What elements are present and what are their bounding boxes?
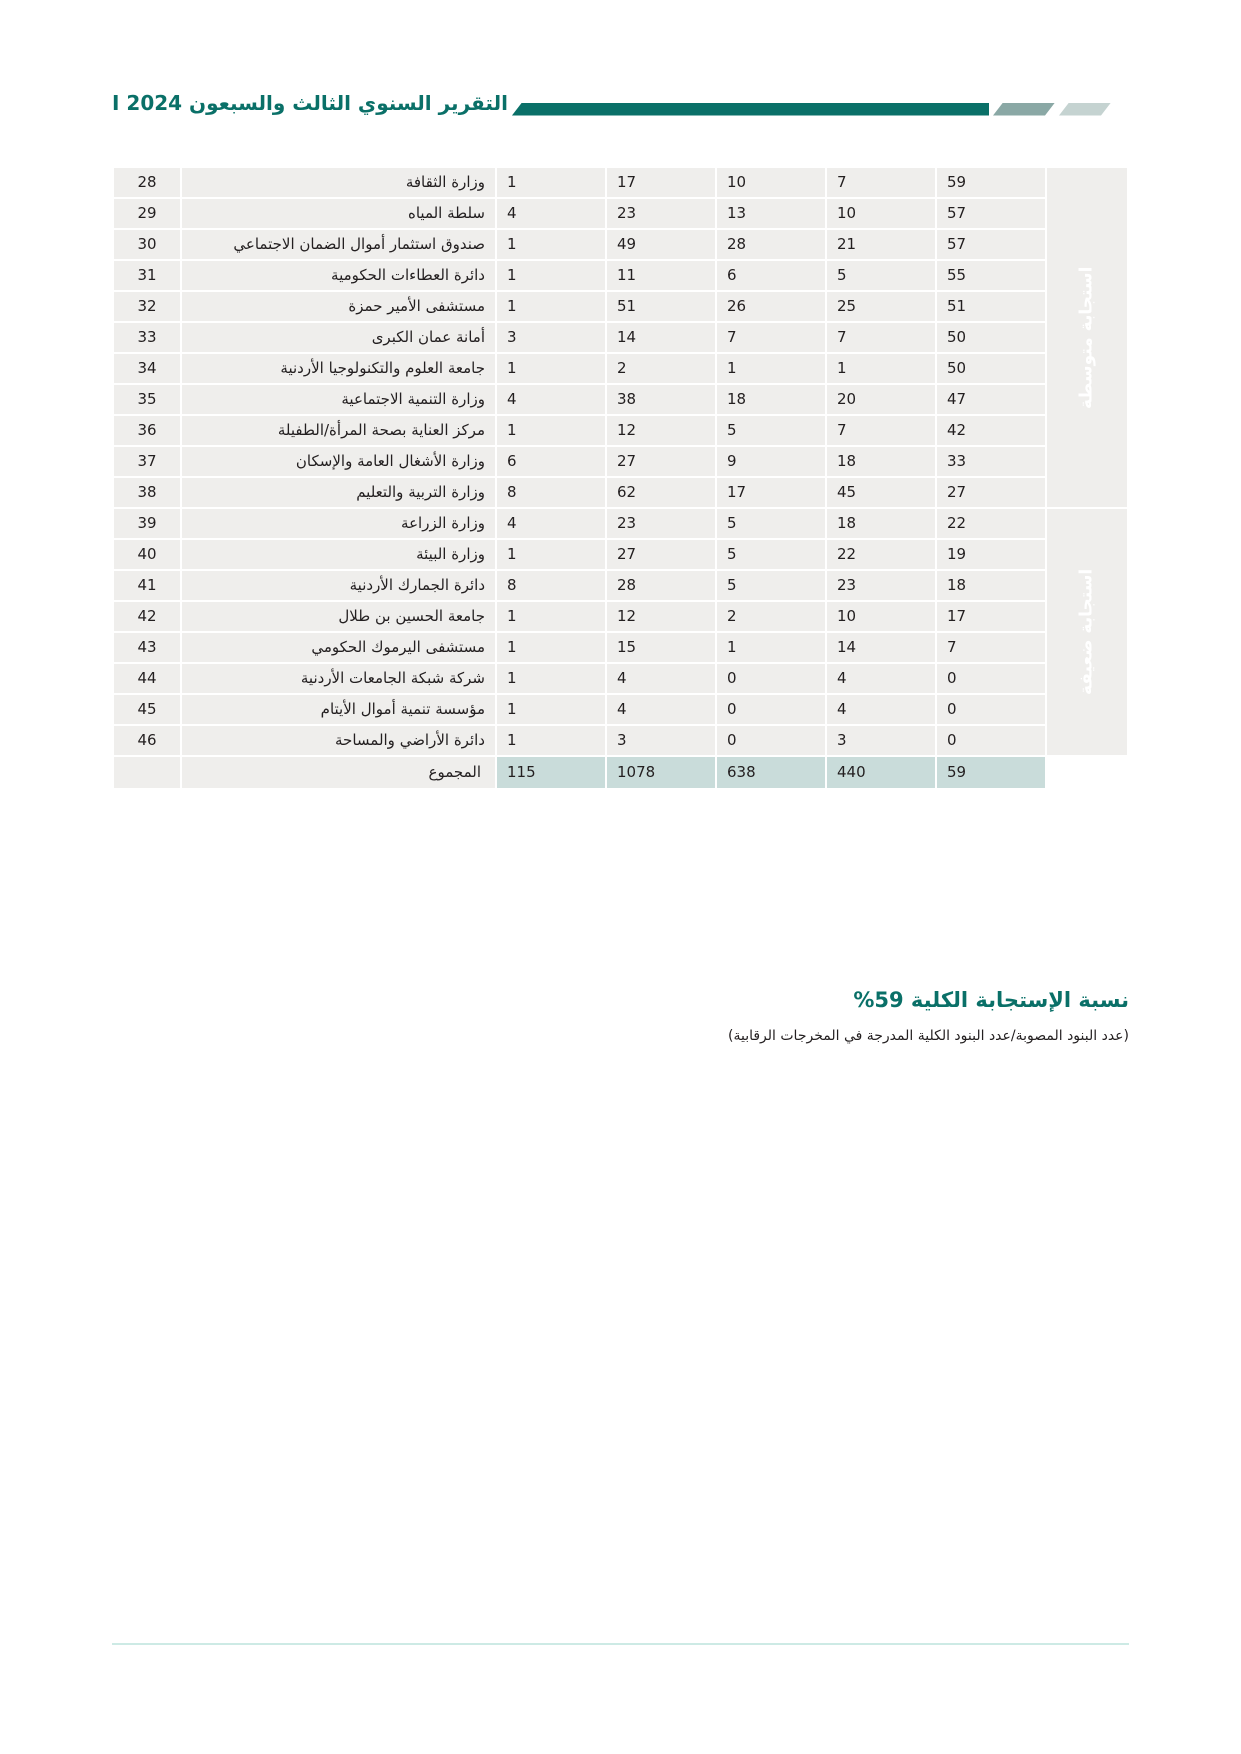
cell-total-items: 11 bbox=[607, 261, 715, 290]
category-band-medium bbox=[1047, 168, 1127, 507]
cell-reports: 4 bbox=[497, 199, 605, 228]
cell-response-percent: 17 bbox=[937, 602, 1045, 631]
overall-response-formula: (عدد البنود المصوبة/عدد البنود الكلية المدرجة في المخرجات الرقابية) bbox=[728, 1028, 1129, 1045]
cell-reports: 3 bbox=[497, 323, 605, 352]
cell-response-percent: 50 bbox=[937, 354, 1045, 383]
cell-uncorrected: 18 bbox=[827, 509, 935, 538]
cell-response-percent: 0 bbox=[937, 695, 1045, 724]
cell-corrected: 5 bbox=[717, 509, 825, 538]
table-row bbox=[114, 261, 1127, 290]
cell-row-index: 44 bbox=[114, 664, 180, 693]
cell-response-percent: 57 bbox=[937, 199, 1045, 228]
cell-reports: 1 bbox=[497, 354, 605, 383]
cell-entity-name: وزارة التربية والتعليم bbox=[182, 478, 495, 507]
cell-uncorrected: 21 bbox=[827, 230, 935, 259]
cell-reports: 1 bbox=[497, 416, 605, 445]
response-rate-table bbox=[112, 166, 1129, 790]
cell-entity-name: مستشفى الأمير حمزة bbox=[182, 292, 495, 321]
cell-uncorrected: 1 bbox=[827, 354, 935, 383]
cell-total-items: 14 bbox=[607, 323, 715, 352]
cell-entity-name: وزارة التنمية الاجتماعية bbox=[182, 385, 495, 414]
cell-corrected: 6 bbox=[717, 261, 825, 290]
total-uncorrected: 440 bbox=[827, 757, 935, 788]
cell-response-percent: 19 bbox=[937, 540, 1045, 569]
cell-reports: 1 bbox=[497, 540, 605, 569]
cell-reports: 1 bbox=[497, 633, 605, 662]
cell-corrected: 0 bbox=[717, 664, 825, 693]
table-row bbox=[114, 199, 1127, 228]
cell-response-percent: 22 bbox=[937, 509, 1045, 538]
cell-uncorrected: 22 bbox=[827, 540, 935, 569]
total-row-index-spacer bbox=[114, 757, 180, 788]
page-title: التقرير السنوي الثالث والسبعون I 2024 bbox=[112, 91, 508, 115]
cell-entity-name: صندوق استثمار أموال الضمان الاجتماعي bbox=[182, 230, 495, 259]
cell-row-index: 37 bbox=[114, 447, 180, 476]
cell-reports: 8 bbox=[497, 478, 605, 507]
cell-total-items: 15 bbox=[607, 633, 715, 662]
cell-reports: 4 bbox=[497, 509, 605, 538]
cell-corrected: 1 bbox=[717, 633, 825, 662]
cell-row-index: 35 bbox=[114, 385, 180, 414]
cell-row-index: 41 bbox=[114, 571, 180, 600]
cell-response-percent: 59 bbox=[937, 168, 1045, 197]
cell-response-percent: 18 bbox=[937, 571, 1045, 600]
cell-row-index: 32 bbox=[114, 292, 180, 321]
page-bottom-rule bbox=[112, 1643, 1129, 1645]
cell-entity-name: سلطة المياه bbox=[182, 199, 495, 228]
cell-total-items: 4 bbox=[607, 664, 715, 693]
cell-row-index: 28 bbox=[114, 168, 180, 197]
cell-row-index: 46 bbox=[114, 726, 180, 755]
cell-corrected: 17 bbox=[717, 478, 825, 507]
cell-row-index: 42 bbox=[114, 602, 180, 631]
cell-total-items: 23 bbox=[607, 509, 715, 538]
cell-corrected: 0 bbox=[717, 695, 825, 724]
cell-reports: 1 bbox=[497, 261, 605, 290]
cell-reports: 1 bbox=[497, 664, 605, 693]
table-row bbox=[114, 323, 1127, 352]
response-rate-table-container bbox=[112, 166, 1129, 790]
total-label: المجموع bbox=[182, 757, 495, 788]
table-total-row bbox=[114, 757, 1127, 788]
cell-response-percent: 42 bbox=[937, 416, 1045, 445]
table-row bbox=[114, 571, 1127, 600]
cell-total-items: 12 bbox=[607, 416, 715, 445]
cell-entity-name: جامعة الحسين بن طلال bbox=[182, 602, 495, 631]
cell-row-index: 38 bbox=[114, 478, 180, 507]
cell-row-index: 39 bbox=[114, 509, 180, 538]
table-row bbox=[114, 726, 1127, 755]
cell-row-index: 33 bbox=[114, 323, 180, 352]
total-corrected: 638 bbox=[717, 757, 825, 788]
table-row bbox=[114, 230, 1127, 259]
cell-total-items: 51 bbox=[607, 292, 715, 321]
cell-entity-name: مؤسسة تنمية أموال الأيتام bbox=[182, 695, 495, 724]
cell-row-index: 30 bbox=[114, 230, 180, 259]
table-row bbox=[114, 664, 1127, 693]
cell-total-items: 12 bbox=[607, 602, 715, 631]
cell-response-percent: 47 bbox=[937, 385, 1045, 414]
overall-response-note bbox=[112, 988, 1129, 1045]
cell-corrected: 28 bbox=[717, 230, 825, 259]
cell-reports: 1 bbox=[497, 602, 605, 631]
cell-corrected: 26 bbox=[717, 292, 825, 321]
cell-total-items: 17 bbox=[607, 168, 715, 197]
cell-entity-name: جامعة العلوم والتكنولوجيا الأردنية bbox=[182, 354, 495, 383]
cell-corrected: 5 bbox=[717, 571, 825, 600]
table-row bbox=[114, 168, 1127, 197]
cell-corrected: 5 bbox=[717, 416, 825, 445]
cell-reports: 8 bbox=[497, 571, 605, 600]
overall-response-title: نسبة الإستجابة الكلية 59% bbox=[853, 988, 1129, 1012]
cell-uncorrected: 3 bbox=[827, 726, 935, 755]
cell-total-items: 4 bbox=[607, 695, 715, 724]
cell-uncorrected: 14 bbox=[827, 633, 935, 662]
cell-entity-name: وزارة الثقافة bbox=[182, 168, 495, 197]
cell-corrected: 5 bbox=[717, 540, 825, 569]
header-bar-segment-light bbox=[1059, 103, 1111, 116]
cell-entity-name: دائرة الأراضي والمساحة bbox=[182, 726, 495, 755]
header-bar-segment-mid bbox=[993, 103, 1055, 116]
cell-total-items: 49 bbox=[607, 230, 715, 259]
cell-response-percent: 0 bbox=[937, 726, 1045, 755]
table-row bbox=[114, 509, 1127, 538]
cell-row-index: 34 bbox=[114, 354, 180, 383]
cell-reports: 1 bbox=[497, 168, 605, 197]
cell-response-percent: 50 bbox=[937, 323, 1045, 352]
cell-row-index: 36 bbox=[114, 416, 180, 445]
cell-entity-name: مركز العناية بصحة المرأة/الطفيلة bbox=[182, 416, 495, 445]
cell-row-index: 40 bbox=[114, 540, 180, 569]
cell-response-percent: 33 bbox=[937, 447, 1045, 476]
cell-reports: 1 bbox=[497, 230, 605, 259]
cell-reports: 6 bbox=[497, 447, 605, 476]
cell-total-items: 28 bbox=[607, 571, 715, 600]
cell-response-percent: 27 bbox=[937, 478, 1045, 507]
category-band-medium-label: استجابة متوسطة bbox=[1076, 266, 1097, 409]
page-header bbox=[0, 78, 1241, 130]
cell-response-percent: 55 bbox=[937, 261, 1045, 290]
cell-entity-name: أمانة عمان الكبرى bbox=[182, 323, 495, 352]
table-row bbox=[114, 602, 1127, 631]
cell-uncorrected: 7 bbox=[827, 323, 935, 352]
cell-row-index: 45 bbox=[114, 695, 180, 724]
cell-total-items: 38 bbox=[607, 385, 715, 414]
cell-row-index: 43 bbox=[114, 633, 180, 662]
cell-uncorrected: 4 bbox=[827, 695, 935, 724]
cell-uncorrected: 10 bbox=[827, 199, 935, 228]
cell-response-percent: 57 bbox=[937, 230, 1045, 259]
total-response-percent: 59 bbox=[937, 757, 1045, 788]
cell-uncorrected: 25 bbox=[827, 292, 935, 321]
cell-total-items: 2 bbox=[607, 354, 715, 383]
table-row bbox=[114, 633, 1127, 662]
table-row bbox=[114, 540, 1127, 569]
cell-total-items: 27 bbox=[607, 540, 715, 569]
cell-reports: 4 bbox=[497, 385, 605, 414]
cell-uncorrected: 23 bbox=[827, 571, 935, 600]
cell-entity-name: وزارة البيئة bbox=[182, 540, 495, 569]
cell-response-percent: 51 bbox=[937, 292, 1045, 321]
cell-corrected: 18 bbox=[717, 385, 825, 414]
table-body bbox=[114, 168, 1127, 788]
table-row bbox=[114, 695, 1127, 724]
cell-corrected: 9 bbox=[717, 447, 825, 476]
cell-total-items: 3 bbox=[607, 726, 715, 755]
cell-response-percent: 7 bbox=[937, 633, 1045, 662]
cell-total-items: 23 bbox=[607, 199, 715, 228]
table-row bbox=[114, 416, 1127, 445]
total-total-items: 1078 bbox=[607, 757, 715, 788]
cell-response-percent: 0 bbox=[937, 664, 1045, 693]
cell-entity-name: مستشفى اليرموك الحكومي bbox=[182, 633, 495, 662]
cell-entity-name: وزارة الأشغال العامة والإسكان bbox=[182, 447, 495, 476]
cell-corrected: 1 bbox=[717, 354, 825, 383]
cell-entity-name: وزارة الزراعة bbox=[182, 509, 495, 538]
cell-entity-name: دائرة الجمارك الأردنية bbox=[182, 571, 495, 600]
table-row bbox=[114, 478, 1127, 507]
cell-uncorrected: 45 bbox=[827, 478, 935, 507]
cell-entity-name: شركة شبكة الجامعات الأردنية bbox=[182, 664, 495, 693]
cell-uncorrected: 18 bbox=[827, 447, 935, 476]
cell-corrected: 7 bbox=[717, 323, 825, 352]
cell-reports: 1 bbox=[497, 726, 605, 755]
cell-uncorrected: 5 bbox=[827, 261, 935, 290]
table-row bbox=[114, 354, 1127, 383]
cell-uncorrected: 20 bbox=[827, 385, 935, 414]
cell-corrected: 0 bbox=[717, 726, 825, 755]
cell-corrected: 2 bbox=[717, 602, 825, 631]
category-band-weak-label: استجابة ضعيفة bbox=[1076, 568, 1097, 696]
total-reports: 115 bbox=[497, 757, 605, 788]
cell-entity-name: دائرة العطاءات الحكومية bbox=[182, 261, 495, 290]
cell-row-index: 29 bbox=[114, 199, 180, 228]
cell-row-index: 31 bbox=[114, 261, 180, 290]
cell-total-items: 62 bbox=[607, 478, 715, 507]
cell-corrected: 13 bbox=[717, 199, 825, 228]
table-row bbox=[114, 292, 1127, 321]
cell-corrected: 10 bbox=[717, 168, 825, 197]
cell-uncorrected: 7 bbox=[827, 416, 935, 445]
table-row bbox=[114, 385, 1127, 414]
cell-uncorrected: 7 bbox=[827, 168, 935, 197]
cell-reports: 1 bbox=[497, 695, 605, 724]
category-band-weak bbox=[1047, 509, 1127, 755]
cell-uncorrected: 4 bbox=[827, 664, 935, 693]
total-row-band-spacer bbox=[1047, 757, 1127, 788]
cell-reports: 1 bbox=[497, 292, 605, 321]
header-bar-segment-dark bbox=[512, 103, 989, 116]
cell-total-items: 27 bbox=[607, 447, 715, 476]
cell-uncorrected: 10 bbox=[827, 602, 935, 631]
header-decorative-rule bbox=[508, 103, 1111, 116]
table-row bbox=[114, 447, 1127, 476]
